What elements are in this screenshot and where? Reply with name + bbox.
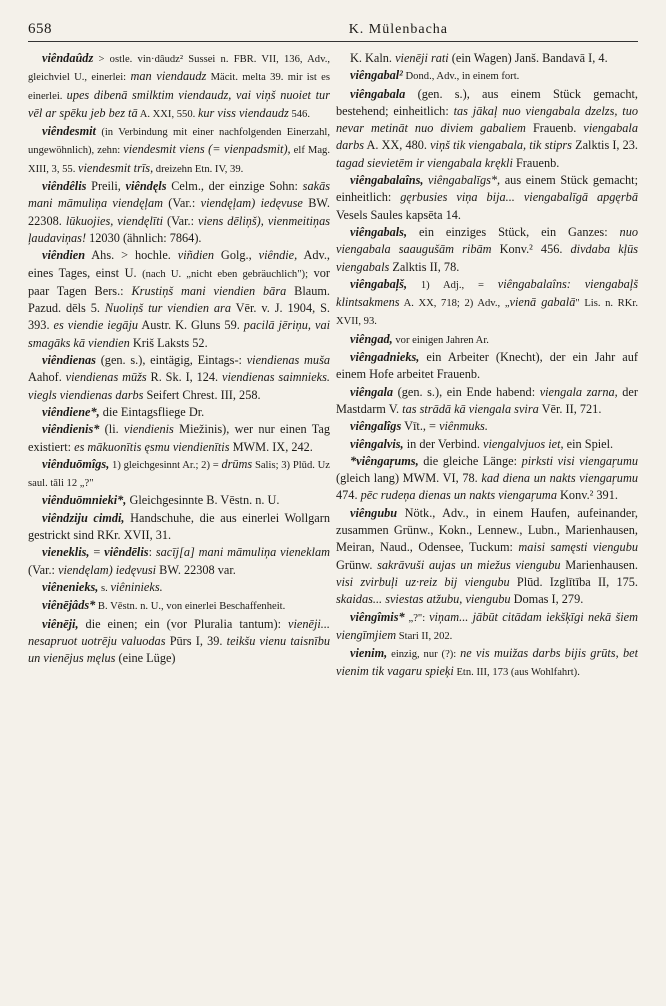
entry-text: dreizehn Etn. IV, 39. xyxy=(153,163,244,175)
dictionary-entry xyxy=(28,404,330,421)
example-text: sakās mani māmuliņa viendęļam xyxy=(28,179,330,211)
example-text: es mākuonītis ęsmu viendienītis xyxy=(74,439,230,454)
entry-text: Vīt., = xyxy=(401,419,440,434)
dictionary-entry xyxy=(28,456,330,493)
example-text: nuo viengabala saaugušām ribām xyxy=(336,224,638,257)
example-text: viengabaļš klintsakmens xyxy=(336,276,638,310)
entry-text: Golg., xyxy=(214,248,259,263)
entry-text: die Eintagsfliege Dr. xyxy=(99,404,205,419)
entry-text: Seifert Chrest. III, 258. xyxy=(143,387,261,402)
left-column xyxy=(28,50,330,1000)
entry-text: Mäcit. melta 39. mir ist es einerlei. xyxy=(28,72,330,102)
entry-text: Frauenb. xyxy=(525,121,584,136)
entry-headword: viêngalvis, xyxy=(350,436,404,451)
example-text: vienā gabalā xyxy=(509,295,576,310)
entry-headword: viênēji, xyxy=(42,616,79,631)
example-text: viengabala darbs xyxy=(336,121,638,153)
entry-text: Konv.² 391. xyxy=(556,488,618,503)
entry-text: (Var.: xyxy=(162,196,201,211)
example-text: skaidas... sviestas atžubu, viengubu xyxy=(336,592,511,607)
entry-text: BW. 22308. xyxy=(28,196,330,228)
entry-text: K. Kaln. xyxy=(350,51,396,65)
entry-headword: viêngadnieks, xyxy=(350,350,420,365)
example-text: lūkuojies, viendęlīti xyxy=(65,213,164,228)
entry-text: MWM. IX, 242. xyxy=(229,439,313,454)
entry-headword: viêngalîgs xyxy=(350,419,402,434)
page-header xyxy=(28,16,638,42)
example-text: viendienas mūžs xyxy=(65,370,147,385)
entry-text: Vesels Saules kapsēta 14. xyxy=(336,207,461,222)
entry-headword: viênduōmîgs, xyxy=(42,456,110,471)
entry-headword: viêngabaļš, xyxy=(350,276,408,291)
entry-text: Miežinis), wer nur einen Tag existiert: xyxy=(28,422,330,454)
entry-text: ein Arbeiter (Knecht), der ein Jahr auf einem Hofe arbeitet Frauenb. xyxy=(336,350,638,382)
entry-headword: viêngabals, xyxy=(350,224,408,239)
entry-text: Blaum. Pazud. dēls 5. xyxy=(28,283,330,316)
entry-text xyxy=(571,280,585,291)
entry-headword: viêndęls xyxy=(125,179,167,194)
entry-text: der Mastdarm V. xyxy=(336,384,638,416)
example-text: viêninieks. xyxy=(110,579,163,594)
example-text: drūms xyxy=(221,456,253,471)
entry-headword: vieneklis, xyxy=(42,545,90,560)
dictionary-entry xyxy=(28,616,330,668)
dictionary-entry xyxy=(28,247,330,352)
right-column xyxy=(336,50,638,1000)
example-text: viênmuks. xyxy=(439,419,488,434)
entry-text: 474. xyxy=(336,488,361,503)
entry-text: A. XX, 718; 2) Adv., „ xyxy=(399,298,510,310)
entry-text: Austr. K. Gluns 59. xyxy=(138,318,244,333)
dictionary-entry xyxy=(28,50,330,123)
entry-text: Stari II, 202. xyxy=(396,630,453,642)
dictionary-entry xyxy=(336,609,638,646)
example-text: Krustiņš mani viendien bāra xyxy=(131,283,287,298)
entry-text: die einen; ein (vor Pluralia tantum): xyxy=(78,616,288,631)
entry-text: 1) gleichgesinnt Ar.; 2) = xyxy=(109,459,222,471)
entry-text: Dond., Adv., in einem fort. xyxy=(402,71,520,83)
example-text: gęrbusies viņa bija... viengabalīgā apgęrbā xyxy=(400,190,638,205)
entry-headword: viênduōmnieki*, xyxy=(42,493,127,508)
entry-headword: vienim, xyxy=(350,646,388,661)
example-text: viendesmit trīs, xyxy=(78,160,154,175)
entry-text: Vēr. v. J. 1904, S. 393. xyxy=(28,301,330,333)
entry-text: Nötk., Adv., in einem Haufen, aufeinander, zusammen Grünw., Kokn., Lennew., Lubn., Marienhausen, Meiran, Naud., Odensee, Tuckum: xyxy=(336,505,638,555)
example-text: viñdien xyxy=(177,248,214,263)
entry-text: Ahs. > hochle. xyxy=(85,248,178,263)
entry-text: Aahof. xyxy=(28,370,66,385)
dictionary-entry xyxy=(28,579,330,597)
example-text: viendienas saimnieks. viegls viendienas darbs xyxy=(28,370,330,402)
entry-headword: viêndien xyxy=(42,248,86,263)
dictionary-entry xyxy=(336,50,638,67)
example-text: visi zvirbuļi uz·reiz bij viengubu xyxy=(336,574,510,589)
example-text: tas jākaļ nuo viengabala dzelzs, tuo nevar metināt nuo diviem gabaliem xyxy=(336,103,638,136)
entry-text: ein Spiel. xyxy=(563,436,614,451)
example-text: viêngabalaîns: xyxy=(497,276,571,291)
dictionary-entry xyxy=(336,331,638,349)
example-text: vienēji rati xyxy=(395,51,449,65)
entry-headword: viêndēlis xyxy=(104,545,149,560)
dictionary-entry xyxy=(336,224,638,276)
example-text: maisi samęsti viengubu xyxy=(518,540,638,555)
dictionary-entry xyxy=(336,349,638,384)
dictionary-entry xyxy=(28,510,330,545)
dictionary-entry xyxy=(336,505,638,609)
entry-text: (li. xyxy=(99,422,124,437)
example-text: viendęļam) iedęvuse xyxy=(200,196,303,211)
entry-text: „?": xyxy=(404,612,430,624)
dictionary-entry xyxy=(336,645,638,682)
entry-text: Preili, xyxy=(86,179,126,194)
example-text: es viendie iegāju xyxy=(53,318,139,333)
dictionary-entry xyxy=(336,453,638,505)
entry-headword: viêngîmis* xyxy=(350,609,405,624)
example-text: Nuoliņš tur viendien ara xyxy=(104,301,231,316)
dictionary-entry xyxy=(336,172,638,224)
example-text: man viendaudz xyxy=(130,69,207,84)
dictionary-entry xyxy=(336,86,638,172)
example-text: pirksti visi viengaŗumu xyxy=(521,453,638,468)
entry-text: R. Sk. I, 124. xyxy=(146,370,222,385)
example-text: viņš tik viengabala, tik stiprs xyxy=(430,138,572,153)
entry-text: Celm., der einzige Sohn: xyxy=(166,179,303,194)
example-text: viens dēliņš), vienmeitiņas ļaudaviņas! xyxy=(28,213,330,245)
entry-text: A. XXI, 550. xyxy=(137,108,198,120)
dictionary-entry xyxy=(28,492,330,509)
entry-text: " Lis. n. RKr. XVII, 93. xyxy=(336,298,638,328)
entry-text: BW. 22308 var. xyxy=(156,562,236,577)
entry-text: (gen. s.), aus einem Stück gemacht, bestehend; einheitlich: xyxy=(336,86,638,118)
entry-text: Salis; 3) Plūd. Uz saul. tāli 12 „?" xyxy=(28,459,330,490)
entry-text: s. xyxy=(98,582,111,594)
entry-text: in der Verbind. xyxy=(403,436,483,451)
entry-text: (in Verbindung mit einer nachfolgenden Einerzahl, ungewöhnlich), zehn: xyxy=(28,127,330,157)
example-text: tagad sievietēm ir viengabala krękli xyxy=(336,155,513,170)
page-number: 658 xyxy=(28,21,52,37)
entry-headword: viêngabal² xyxy=(350,68,403,83)
entry-text: vor paar Tagen Bers.: xyxy=(28,265,330,298)
dictionary-entry xyxy=(336,67,638,85)
entry-text: > ostle. vin·dâudz² Sussei n. FBR. VII, 136, Adv., gleichviel U., einerlei: xyxy=(28,54,330,84)
entry-text: Konv.² 456. xyxy=(491,242,571,257)
entry-text: B. Vēstn. n. U., von einerlei Beschaffenheit. xyxy=(95,601,286,613)
entry-text: Kriš Laksts 52. xyxy=(129,335,208,350)
entry-text: (nach U. „nicht eben gebräuchlich"); xyxy=(142,268,309,280)
entry-text: vor einigen Jahren Ar. xyxy=(392,334,489,346)
dictionary-entry xyxy=(28,597,330,615)
entry-text: Etn. III, 173 (aus Wohlfahrt). xyxy=(453,667,580,679)
example-text: sacīj[a] mani māmuliņa vieneklam xyxy=(155,545,330,560)
example-text: pēc rudeņa dienas un nakts viengaŗuma xyxy=(360,488,557,503)
entry-text: (ein Wagen) Janš. Bandavā I, 4. xyxy=(448,51,608,65)
example-text: sakrāvuši aujas un miežus viengubu xyxy=(377,557,561,572)
entry-text: Pūrs I, 39. xyxy=(165,633,227,648)
example-text: tas strādā kā viengala svira xyxy=(402,401,539,416)
example-text: viengalvjuos iet, xyxy=(482,436,564,451)
entry-text: (gleich lang) MWM. VI, 78. xyxy=(336,471,482,486)
entry-text: (gen. s.), eintägig, Eintags-: xyxy=(95,353,247,368)
dictionary-entry xyxy=(336,418,638,435)
entry-text: Marienhausen. xyxy=(560,557,638,572)
entry-headword: viêngad, xyxy=(350,331,393,346)
entry-text: Vēr. II, 721. xyxy=(538,401,602,416)
example-text: kur viss viendaudz xyxy=(197,105,289,120)
entry-headword: *viêngaŗums, xyxy=(350,453,419,468)
entry-text: Domas I, 279. xyxy=(510,592,584,607)
running-head: K. Mülenbacha xyxy=(348,22,448,37)
example-text: viendienas muša xyxy=(246,353,330,368)
entry-headword: viêngabalaîns, xyxy=(350,173,424,188)
entry-text: Grünw. xyxy=(336,557,378,572)
entry-text: = xyxy=(89,545,105,560)
entry-text: Handschuhe, die aus einerlei Wollgarn gestrickt sind RKr. XVII, 31. xyxy=(28,510,330,543)
dictionary-entry xyxy=(28,178,330,247)
entry-headword: viênenieks, xyxy=(42,579,99,594)
entry-headword: viêndaûdz xyxy=(42,51,94,65)
entry-text: die gleiche Länge: xyxy=(418,453,522,468)
entry-text: einzig, nur (?): xyxy=(387,649,461,661)
entry-text: : xyxy=(148,545,156,560)
dictionary-entry xyxy=(28,544,330,579)
example-text: viendesmit viens (= vienpadsmit), xyxy=(123,142,291,157)
entry-headword: viêndienis* xyxy=(42,422,100,437)
entry-text: 546. xyxy=(288,108,310,120)
example-text: viêngabalīgs*, xyxy=(428,173,501,188)
entry-headword: viêngubu xyxy=(350,505,398,520)
example-text: viengala zarna, xyxy=(539,384,618,399)
entry-text: Frauenb. xyxy=(512,155,560,170)
dictionary-entry xyxy=(28,352,330,404)
entry-text: 12030 (ähnlich: 7864). xyxy=(86,230,202,245)
dictionary-entry xyxy=(28,123,330,178)
entry-text: 1) Adj., = xyxy=(407,279,498,291)
example-text: viendęlam) iedęvusi xyxy=(58,562,157,577)
entry-headword: viêngabala xyxy=(350,86,406,101)
entry-text: ein einziges Stück, ein Ganzes: xyxy=(407,224,620,239)
example-text: viņam... jābūt citādam iekšķīgi nekā šiem viengīmjiem xyxy=(336,609,638,642)
entry-headword: viêndienas xyxy=(42,353,96,368)
entry-text: (Var.: xyxy=(163,213,199,228)
entry-headword: viêndesmit xyxy=(42,124,96,139)
entry-text: Adv., eines Tages, einst U. xyxy=(28,248,330,280)
dictionary-entry xyxy=(28,421,330,456)
entry-headword: viênējâds* xyxy=(42,598,96,613)
example-text: upes dibenā smilktim viendaudz, vai viņš nuoiet tur vēl ar spēku jeb bez tā xyxy=(28,87,330,120)
example-text: viêndie, xyxy=(258,248,298,263)
entry-text: Zalktis I, 23. xyxy=(571,138,638,153)
entry-text: Plūd. Izglītība II, 175. xyxy=(509,574,638,589)
entry-text: Gleichgesinnte B. Vēstn. n. U. xyxy=(126,493,280,508)
entry-text: aus einem Stück gemacht; einheitlich: xyxy=(336,173,638,205)
example-text: viendienis xyxy=(123,422,174,437)
dictionary-entry xyxy=(336,436,638,453)
dictionary-entry xyxy=(336,276,638,331)
dictionary-entry xyxy=(336,384,638,419)
entry-headword: viêndêlis xyxy=(42,179,87,194)
entry-text: (gen. s.), ein Ende habend: xyxy=(393,384,540,399)
entry-text: (eine Lüge) xyxy=(115,651,176,666)
example-text: teikšu vienu taisnību un vienējus męlus xyxy=(28,633,330,666)
entry-text: A. XX, 480. xyxy=(364,138,431,153)
example-text: vienēji... nesapruot uotrēju valuodas xyxy=(28,616,330,648)
entry-headword: viêndziju cimdi, xyxy=(42,510,125,525)
entry-text: Zalktis II, 78. xyxy=(389,259,460,274)
entry-headword: viêndiene*, xyxy=(42,404,100,419)
example-text: divdaba kļūs viengabals xyxy=(336,242,638,274)
entry-text: (Var.: xyxy=(28,562,59,577)
entry-headword: viêngala xyxy=(350,384,394,399)
entry-text: elf Mag. XIII, 3, 55. xyxy=(28,145,330,175)
example-text: pacilā jēriņu, vai smagāks kā viendien xyxy=(28,318,330,350)
example-text: ne vis muižas darbs bijis grūts, bet vienim tik vagaru spieķi xyxy=(336,646,638,679)
example-text: kad diena un nakts viengaŗumu xyxy=(481,471,638,486)
